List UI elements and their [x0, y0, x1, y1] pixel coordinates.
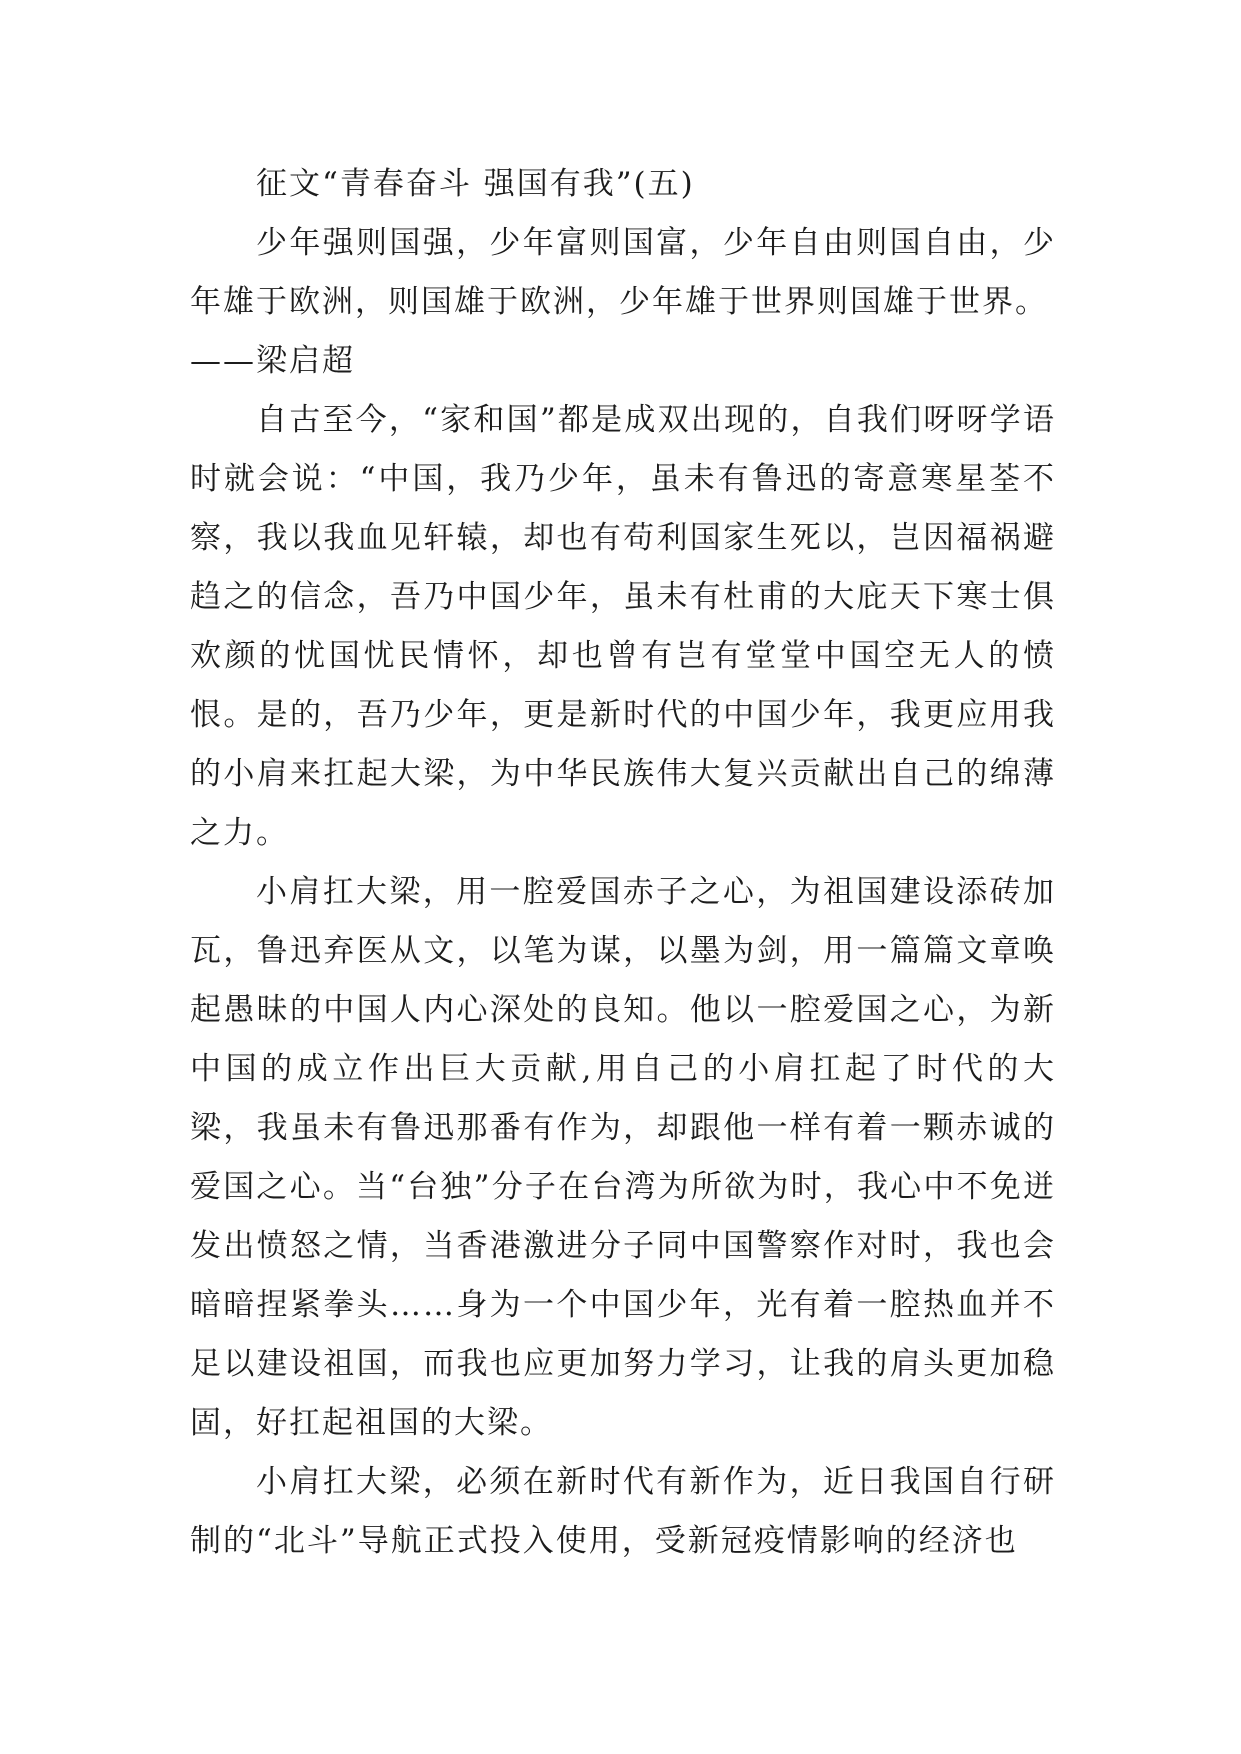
quote-paragraph: 少年强则国强，少年富则国富，少年自由则国自由，少年雄于欧洲，则国雄于欧洲，少年雄于世界则国雄于世界。 [190, 225, 1056, 320]
quote-attribution: ——梁启超 [190, 343, 355, 379]
document-title: 征文“青春奋斗 强国有我”(五) [256, 166, 695, 202]
body-paragraph-2: 小肩扛大梁，用一腔爱国赤子之心，为祖国建设添砖加瓦，鲁迅弃医从文，以笔为谋，以墨为剑，用一篇篇文章唤起愚昧的中国人内心深处的良知。他以一腔爱国之心，为新中国的成立作出巨大贡献,用自己的小肩扛起了时代的大梁，我虽未有鲁迅那番有作为，却跟他一样有着一颗赤诚的爱国之心。当“台独”分子在台湾为所欲为时，我心中不免迸发出愤怒之情，当香港激进分子同中国警察作对时，我也会暗暗捏紧拳头……身为一个中国少年，光有着一腔热血并不足以建设祖国，而我也应更加努力学习，让我的肩头更加稳固，好扛起祖国的大梁。 [190, 874, 1056, 1441]
body-paragraph-3: 小肩扛大梁，必须在新时代有新作为，近日我国自行研制的“北斗”导航正式投入使用，受新冠疫情影响的经济也 [190, 1464, 1056, 1559]
body-paragraph-1: 自古至今，“家和国”都是成双出现的，自我们呀呀学语时就会说：“中国，我乃少年，虽未有鲁迅的寄意寒星荃不察，我以我血见轩辕，却也有苟利国家生死以，岂因福祸避趋之的信念，吾乃中国少年，虽未有杜甫的大庇天下寒士俱欢颜的忧国忧民情怀，却也曾有岂有堂堂中国空无人的愤恨。是的，吾乃少年，更是新时代的中国少年，我更应用我的小肩来扛起大梁，为中华民族伟大复兴贡献出自己的绵薄之力。 [190, 402, 1056, 851]
document-body [190, 155, 1056, 1571]
